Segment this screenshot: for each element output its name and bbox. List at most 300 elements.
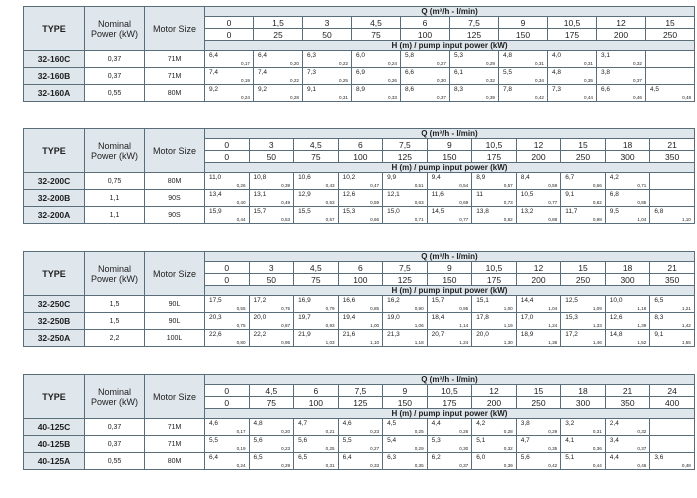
- power-value: 0,82: [503, 217, 513, 222]
- pump-type: 32-250B: [24, 313, 85, 330]
- performance-cell: [205, 207, 250, 224]
- power-value: 0,39: [503, 463, 513, 468]
- performance-cell: [294, 296, 339, 313]
- head-value: 3,6: [654, 454, 664, 461]
- motor-size: 80M: [145, 453, 205, 470]
- nominal-power: 0,37: [85, 419, 145, 436]
- motor-size: 100L: [145, 330, 205, 347]
- performance-cell: [472, 419, 517, 436]
- power-value: 0,40: [236, 200, 246, 205]
- head-value: 9,5: [609, 208, 619, 215]
- performance-cell: [561, 173, 606, 190]
- performance-cell: [427, 419, 472, 436]
- performance-cell: [383, 296, 428, 313]
- power-value: 0,42: [548, 463, 558, 468]
- flow-lmin-value: 150: [427, 274, 472, 286]
- performance-cell: [472, 330, 517, 347]
- power-value: 0,47: [370, 183, 380, 188]
- power-value: 0,46: [633, 95, 642, 100]
- performance-cell: [352, 51, 401, 68]
- head-value: 20,0: [476, 331, 489, 338]
- head-value: 13,2: [520, 208, 534, 215]
- power-value: 0,95: [459, 306, 469, 311]
- performance-cell: [605, 330, 650, 347]
- power-value: 0,43: [325, 183, 335, 188]
- power-value: 0,20: [290, 61, 299, 66]
- performance-cell: [499, 85, 548, 102]
- pump-model-row: [24, 330, 695, 347]
- power-value: 1,19: [503, 323, 513, 328]
- head-power-header: H (m) / pump input power (kW): [205, 286, 695, 296]
- performance-cell: [338, 207, 383, 224]
- head-value: 4,8: [253, 420, 263, 427]
- flow-lmin-value: 200: [597, 29, 646, 41]
- head-value: 15,0: [387, 208, 400, 215]
- flow-lmin-value: 0: [205, 151, 250, 163]
- head-value: 6,6: [601, 86, 611, 93]
- power-value: 0,71: [414, 217, 424, 222]
- nominal-power: 1,5: [85, 313, 145, 330]
- power-value: 1,04: [548, 306, 558, 311]
- pump-model-row: [24, 51, 695, 68]
- performance-cell: [383, 453, 428, 470]
- head-value: 15,1: [476, 297, 489, 304]
- head-value: 5,3: [431, 437, 441, 444]
- flow-lmin-value: 125: [383, 151, 428, 163]
- head-value: 17,2: [253, 297, 267, 304]
- head-value: 10,2: [342, 174, 356, 181]
- motor-size: 90S: [145, 190, 205, 207]
- flow-m3h-value: 0: [205, 17, 254, 29]
- performance-cell: [605, 173, 650, 190]
- power-value: 0,80: [236, 340, 246, 345]
- head-value: 5,5: [342, 437, 352, 444]
- head-value: 7,4: [258, 69, 268, 76]
- power-value: 0,24: [388, 61, 397, 66]
- head-value: 6,2: [431, 454, 441, 461]
- head-value: 5,4: [387, 437, 397, 444]
- power-value: 0,37: [633, 78, 642, 83]
- power-value: 1,30: [503, 340, 513, 345]
- power-value: 1,10: [370, 340, 380, 345]
- performance-cell: [650, 190, 695, 207]
- pump-model-row: [24, 436, 695, 453]
- performance-cell: [249, 173, 294, 190]
- head-value: 11,6: [431, 191, 444, 198]
- head-value: 12,1: [387, 191, 400, 198]
- nominal-power: 1,5: [85, 296, 145, 313]
- nominal-power-header: Nominal Power (kW): [85, 252, 145, 296]
- power-value: 0,28: [290, 95, 299, 100]
- flow-lmin-value: 75: [249, 397, 294, 409]
- flow-m3h-value: 4,5: [249, 385, 294, 397]
- performance-cell: [516, 207, 561, 224]
- performance-cell: [597, 85, 646, 102]
- flow-lmin-value: 100: [338, 274, 383, 286]
- type-header: TYPE: [24, 252, 85, 296]
- performance-cell: [650, 436, 695, 453]
- power-value: 0,27: [370, 446, 380, 451]
- power-value: 1,06: [414, 323, 424, 328]
- head-value: 7,4: [209, 69, 219, 76]
- power-value: 0,35: [584, 78, 593, 83]
- power-value: 0,75: [281, 306, 291, 311]
- head-value: 8,3: [454, 86, 464, 93]
- power-value: 0,63: [414, 200, 424, 205]
- performance-cell: [338, 330, 383, 347]
- performance-cell: [338, 296, 383, 313]
- performance-cell: [561, 313, 606, 330]
- pump-model-row: [24, 68, 695, 85]
- power-value: 0,53: [281, 217, 291, 222]
- performance-cell: [472, 453, 517, 470]
- flow-m3h-value: 7,5: [383, 262, 428, 274]
- motor-size-header: Motor Size: [145, 375, 205, 419]
- power-value: 0,77: [548, 200, 558, 205]
- performance-cell: [205, 51, 254, 68]
- flow-m3h-value: 21: [650, 139, 695, 151]
- head-power-header: H (m) / pump input power (kW): [205, 163, 695, 173]
- performance-cell: [294, 173, 339, 190]
- type-header: TYPE: [24, 129, 85, 173]
- flow-m3h-value: 12: [472, 385, 517, 397]
- flow-lmin-value: 250: [516, 397, 561, 409]
- flow-lmin-value: 250: [561, 151, 606, 163]
- power-value: 1,46: [592, 340, 602, 345]
- power-value: 0,24: [236, 463, 246, 468]
- pump-type: 32-160B: [24, 68, 85, 85]
- head-value: 4,2: [609, 174, 619, 181]
- head-value: 5,6: [298, 437, 308, 444]
- power-value: 0,35: [414, 463, 424, 468]
- head-value: 13,1: [253, 191, 267, 198]
- power-value: 0,24: [241, 95, 250, 100]
- head-value: 6,5: [654, 297, 664, 304]
- nominal-power: 0,55: [85, 453, 145, 470]
- performance-cell: [427, 173, 472, 190]
- power-value: 0,71: [637, 183, 647, 188]
- power-value: 0,31: [339, 95, 348, 100]
- motor-size: 71M: [145, 436, 205, 453]
- power-value: 0,66: [592, 183, 602, 188]
- flow-m3h-value: 4,5: [294, 262, 339, 274]
- power-value: 0,59: [548, 183, 558, 188]
- flow-lmin-value: 0: [205, 397, 250, 409]
- power-value: 0,26: [388, 78, 397, 83]
- flow-m3h-value: 7,5: [450, 17, 499, 29]
- head-value: 9,4: [431, 174, 441, 181]
- performance-cell: [561, 330, 606, 347]
- head-value: 17,5: [209, 297, 222, 304]
- head-value: 10,5: [520, 191, 534, 198]
- flow-lmin-value: 150: [427, 151, 472, 163]
- performance-cell: [254, 51, 303, 68]
- performance-cell: [561, 419, 606, 436]
- head-value: 7,8: [503, 86, 513, 93]
- flow-lmin-value: 75: [294, 274, 339, 286]
- performance-cell: [294, 207, 339, 224]
- performance-cell: [605, 190, 650, 207]
- flow-lmin-value: 175: [427, 397, 472, 409]
- power-value: 0,22: [339, 61, 348, 66]
- flow-m3h-value: 24: [650, 385, 695, 397]
- performance-cell: [303, 51, 352, 68]
- head-power-header: H (m) / pump input power (kW): [205, 41, 695, 51]
- pump-type: 40-125B: [24, 436, 85, 453]
- performance-cell: [605, 313, 650, 330]
- performance-cell: [516, 173, 561, 190]
- head-value: 5,5: [503, 69, 513, 76]
- pump-type: 32-160C: [24, 51, 85, 68]
- flow-m3h-value: 9: [427, 262, 472, 274]
- performance-cell: [383, 330, 428, 347]
- head-value: 4,4: [609, 454, 619, 461]
- performance-cell: [472, 207, 517, 224]
- nominal-power: 0,37: [85, 51, 145, 68]
- performance-cell: [516, 190, 561, 207]
- head-value: 9,2: [209, 86, 219, 93]
- type-header: TYPE: [24, 375, 85, 419]
- power-value: 0,23: [370, 429, 380, 434]
- power-value: 0,32: [637, 429, 647, 434]
- head-value: 10,6: [298, 174, 311, 181]
- power-value: 0,39: [486, 95, 495, 100]
- head-value: 8,3: [654, 314, 664, 321]
- head-value: 4,4: [431, 420, 441, 427]
- power-value: 0,87: [281, 323, 291, 328]
- performance-cell: [294, 419, 339, 436]
- head-value: 5,8: [405, 52, 415, 59]
- flow-lmin-value: 50: [249, 151, 294, 163]
- head-value: 4,1: [565, 437, 575, 444]
- head-value: 20,3: [209, 314, 222, 321]
- head-value: 11,7: [565, 208, 578, 215]
- performance-cell: [338, 453, 383, 470]
- power-value: 0,31: [592, 429, 602, 434]
- flow-m3h-value: 6: [338, 139, 383, 151]
- performance-cell: [427, 313, 472, 330]
- power-value: 0,27: [437, 61, 446, 66]
- power-value: 0,17: [241, 61, 250, 66]
- power-value: 0,31: [325, 463, 335, 468]
- performance-cell: [294, 453, 339, 470]
- pump-type: 40-125C: [24, 419, 85, 436]
- power-value: 1,36: [548, 340, 558, 345]
- flow-lmin-value: 300: [605, 274, 650, 286]
- power-value: 0,37: [437, 95, 446, 100]
- flow-m3h-value: 9: [383, 385, 428, 397]
- flow-m3h-value: 18: [561, 385, 606, 397]
- power-value: 0,39: [281, 183, 291, 188]
- performance-cell: [383, 190, 428, 207]
- head-value: 6,7: [565, 174, 575, 181]
- head-value: 15,7: [431, 297, 445, 304]
- performance-cell: [516, 453, 561, 470]
- head-value: 4,8: [552, 69, 562, 76]
- head-value: 17,2: [565, 331, 578, 338]
- head-value: 8,9: [476, 174, 486, 181]
- power-value: 0,23: [281, 446, 291, 451]
- power-value: 0,42: [535, 95, 544, 100]
- performance-cell: [205, 330, 250, 347]
- head-value: 9,2: [258, 86, 268, 93]
- head-value: 6,4: [342, 454, 352, 461]
- power-value: 0,79: [325, 306, 335, 311]
- power-value: 0,21: [325, 429, 335, 434]
- performance-cell: [303, 85, 352, 102]
- performance-cell: [650, 419, 695, 436]
- motor-size: 90L: [145, 296, 205, 313]
- power-value: 0,95: [281, 340, 291, 345]
- performance-cell: [650, 173, 695, 190]
- flow-lmin-value: 25: [254, 29, 303, 41]
- flow-lmin-value: 300: [605, 151, 650, 163]
- performance-cell: [352, 68, 401, 85]
- flow-m3h-value: 1,5: [254, 17, 303, 29]
- flow-lmin-value: 0: [205, 29, 254, 41]
- flow-m3h-value: 10,5: [427, 385, 472, 397]
- head-value: 21,3: [387, 331, 400, 338]
- flow-m3h-value: 15: [516, 385, 561, 397]
- motor-size: 90S: [145, 207, 205, 224]
- performance-cell: [561, 207, 606, 224]
- head-value: 6,0: [476, 454, 486, 461]
- flow-lmin-value: 350: [605, 397, 650, 409]
- flow-lmin-value: 250: [646, 29, 695, 41]
- performance-table: [23, 251, 695, 347]
- power-value: 0,29: [281, 463, 291, 468]
- performance-cell: [338, 313, 383, 330]
- flow-lmin-value: 100: [294, 397, 339, 409]
- flow-m3h-value: 15: [561, 262, 606, 274]
- power-value: 0,25: [414, 429, 424, 434]
- performance-cell: [249, 190, 294, 207]
- nominal-power: 0,75: [85, 173, 145, 190]
- performance-cell: [516, 296, 561, 313]
- power-value: 0,31: [535, 61, 544, 66]
- head-value: 3,8: [601, 69, 611, 76]
- head-value: 9,1: [654, 331, 664, 338]
- power-value: 1,42: [681, 323, 691, 328]
- power-value: 0,54: [459, 183, 469, 188]
- flow-lmin-value: 300: [561, 397, 606, 409]
- flow-m3h-value: 21: [605, 385, 650, 397]
- performance-cell: [205, 173, 250, 190]
- head-value: 12,6: [609, 314, 623, 321]
- flow-m3h-value: 9: [427, 139, 472, 151]
- power-value: 0,77: [459, 217, 469, 222]
- power-value: 0,51: [414, 183, 424, 188]
- performance-cell: [205, 296, 250, 313]
- performance-cell: [254, 68, 303, 85]
- power-value: 0,17: [236, 429, 246, 434]
- power-value: 0,69: [459, 200, 469, 205]
- power-value: 0,35: [548, 446, 558, 451]
- performance-cell: [472, 173, 517, 190]
- power-value: 0,57: [503, 183, 513, 188]
- performance-cell: [338, 419, 383, 436]
- power-value: 0,25: [325, 446, 335, 451]
- head-value: 21,9: [298, 331, 311, 338]
- head-value: 22,2: [253, 331, 267, 338]
- performance-cell: [401, 51, 450, 68]
- head-value: 10,8: [253, 174, 267, 181]
- performance-cell: [605, 419, 650, 436]
- performance-cell: [650, 453, 695, 470]
- power-value: 0,44: [592, 463, 602, 468]
- head-value: 4,0: [552, 52, 562, 59]
- flow-lmin-value: 250: [561, 274, 606, 286]
- power-value: 1,24: [459, 340, 469, 345]
- power-value: 1,18: [637, 306, 647, 311]
- performance-cell: [249, 330, 294, 347]
- nominal-power-header: Nominal Power (kW): [85, 7, 145, 51]
- power-value: 0,30: [459, 446, 469, 451]
- head-value: 6,6: [405, 69, 415, 76]
- flow-m3h-value: 0: [205, 139, 250, 151]
- power-value: 1,24: [548, 323, 558, 328]
- head-value: 18,9: [520, 331, 534, 338]
- flow-m3h-value: 3: [303, 17, 352, 29]
- power-value: 0,53: [325, 200, 335, 205]
- motor-size-header: Motor Size: [145, 7, 205, 51]
- head-value: 6,4: [258, 52, 268, 59]
- power-value: 0,32: [633, 61, 642, 66]
- pump-type: 32-200A: [24, 207, 85, 224]
- power-value: 1,21: [681, 306, 691, 311]
- performance-cell: [650, 207, 695, 224]
- head-value: 8,4: [520, 174, 530, 181]
- flow-lmin-value: 350: [650, 274, 695, 286]
- power-value: 1,04: [637, 217, 647, 222]
- nominal-power-header: Nominal Power (kW): [85, 129, 145, 173]
- performance-cell: [561, 296, 606, 313]
- flow-m3h-value: 0: [205, 385, 250, 397]
- pump-type: 32-200C: [24, 173, 85, 190]
- performance-cell: [472, 313, 517, 330]
- power-value: 1,00: [370, 323, 380, 328]
- pump-model-row: [24, 419, 695, 436]
- head-value: 8,9: [356, 86, 366, 93]
- power-value: 0,49: [281, 200, 291, 205]
- head-value: 3,4: [609, 437, 619, 444]
- performance-cell: [499, 51, 548, 68]
- performance-cell: [383, 436, 428, 453]
- performance-cell: [352, 85, 401, 102]
- flow-m3h-value: 12: [597, 17, 646, 29]
- pump-type: 32-250A: [24, 330, 85, 347]
- flow-m3h-value: 18: [605, 262, 650, 274]
- head-value: 5,1: [565, 454, 575, 461]
- pump-model-row: [24, 85, 695, 102]
- power-value: 0,29: [414, 446, 424, 451]
- head-value: 9,1: [307, 86, 317, 93]
- performance-cell: [646, 51, 695, 68]
- power-value: 0,32: [503, 446, 513, 451]
- flow-lmin-value: 200: [516, 274, 561, 286]
- power-value: 0,82: [592, 200, 602, 205]
- power-value: 1,52: [637, 340, 647, 345]
- performance-cell: [205, 85, 254, 102]
- pump-model-row: [24, 190, 695, 207]
- performance-cell: [427, 190, 472, 207]
- power-value: 1,14: [459, 323, 469, 328]
- performance-cell: [401, 68, 450, 85]
- performance-cell: [605, 296, 650, 313]
- power-value: 1,09: [592, 306, 602, 311]
- power-value: 0,19: [241, 78, 250, 83]
- performance-cell: [646, 68, 695, 85]
